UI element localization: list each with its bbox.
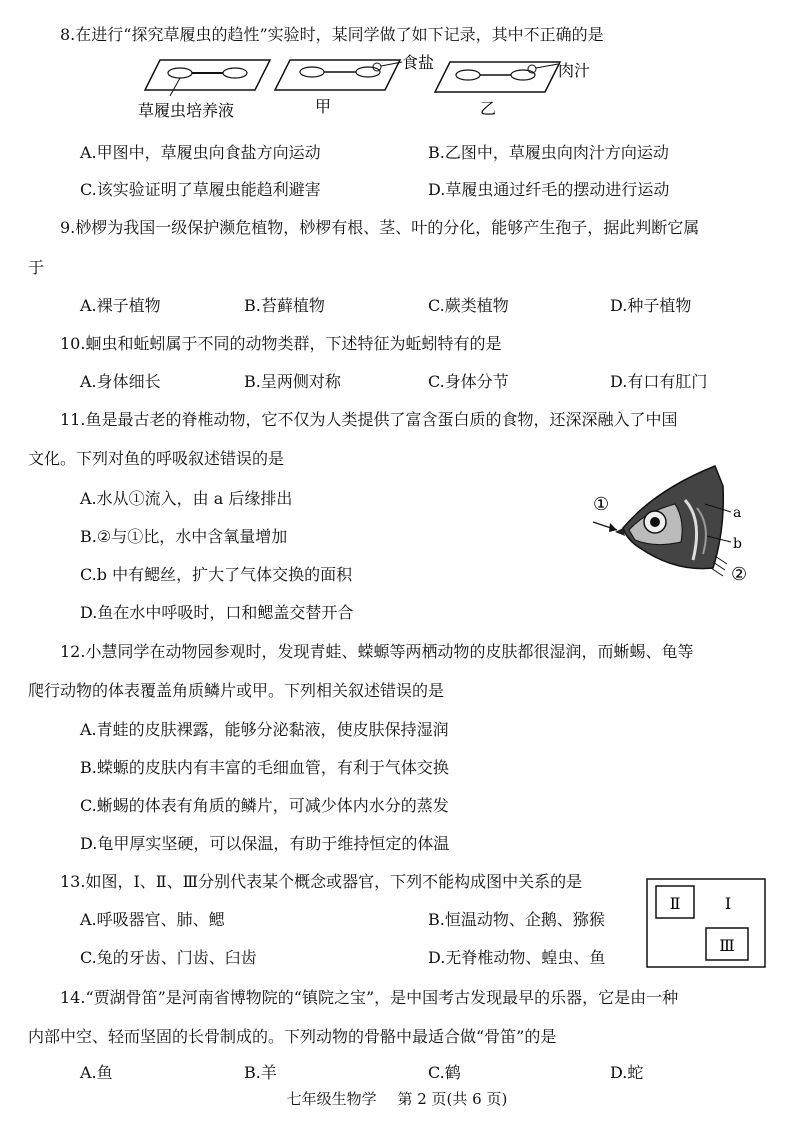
slide-control: [145, 60, 270, 96]
label-yi: 乙: [480, 99, 497, 118]
label-I: Ⅰ: [724, 894, 732, 913]
q10-option-c: C.身体分节: [428, 372, 509, 391]
label-juice: 肉汁: [558, 61, 590, 80]
q8-option-d: D.草履虫通过纤毛的摆动进行运动: [428, 180, 670, 199]
q9-stem-line2: 于: [28, 258, 45, 277]
q8-paramecium-figure: [130, 50, 590, 122]
q8-stem: 8.在进行“探究草履虫的趋性”实验时，某同学做了如下记录，其中不正确的是: [60, 25, 604, 44]
label-b: b: [733, 536, 742, 552]
slide-yi: [435, 62, 560, 92]
label-III: Ⅲ: [719, 936, 735, 955]
label-salt: 食盐: [402, 53, 435, 72]
q10-option-a: A.身体细长: [80, 372, 161, 391]
q13-option-a: A.呼吸器官、肺、鳃: [80, 910, 225, 929]
q11-stem-line1: 11.鱼是最古老的脊椎动物，它不仅为人类提供了富含蛋白质的食物，还深深融入了中国: [60, 410, 678, 429]
q12-option-a: A.青蛙的皮肤裸露，能够分泌黏液，使皮肤保持湿润: [80, 720, 449, 739]
label-a: a: [733, 505, 742, 521]
q9-stem-line1: 9.桫椤为我国一级保护濒危植物，桫椤有根、茎、叶的分化，能够产生孢子，据此判断它属: [60, 218, 700, 237]
label-jia: 甲: [315, 97, 332, 116]
footer-subject: 七年级生物学: [286, 1090, 377, 1108]
q12-option-d: D.龟甲厚实坚硬，可以保温，有助于维持恒定的体温: [80, 834, 450, 853]
q12-option-c: C.蜥蜴的体表有角质的鳞片，可减少体内水分的蒸发: [80, 796, 449, 815]
q9-option-d: D.种子植物: [610, 296, 692, 315]
q14-option-b: B.羊: [244, 1063, 277, 1082]
q14-option-c: C.鹤: [428, 1063, 461, 1082]
q10-stem: 10.蛔虫和蚯蚓属于不同的动物类群，下述特征为蚯蚓特有的是: [60, 334, 502, 353]
q8-option-c: C.该实验证明了草履虫能趋利避害: [80, 180, 321, 199]
q13-concept-diagram: [646, 878, 766, 968]
q11-option-a: A.水从①流入，由 a 后缘排出: [80, 489, 293, 508]
q13-option-d: D.无脊椎动物、蝗虫、鱼: [428, 948, 606, 967]
fish-head-figure: [585, 460, 775, 590]
q14-option-d: D.蛇: [610, 1063, 644, 1082]
label-culture: 草履虫培养液: [138, 101, 235, 120]
q13-stem: 13.如图，Ⅰ、Ⅱ、Ⅲ分别代表某个概念或器官，下列不能构成图中关系的是: [60, 872, 583, 891]
q12-option-b: B.蝾螈的皮肤内有丰富的毛细血管，有利于气体交换: [80, 758, 449, 777]
q9-option-c: C.蕨类植物: [428, 296, 509, 315]
q12-stem-line1: 12.小慧同学在动物园参观时，发现青蛙、蝾螈等两栖动物的皮肤都很湿润，而蜥蜴、龟等: [60, 642, 694, 661]
page-footer: [0, 1088, 794, 1109]
q11-option-b: B.②与①比，水中含氧量增加: [80, 527, 288, 546]
q8-option-b: B.乙图中，草履虫向肉汁方向运动: [428, 143, 669, 162]
footer-page-number: 第 2 页(共 6 页): [397, 1090, 508, 1108]
q13-option-c: C.兔的牙齿、门齿、臼齿: [80, 948, 257, 967]
q8-option-a: A.甲图中，草履虫向食盐方向运动: [80, 143, 321, 162]
q10-option-b: B.呈两侧对称: [244, 372, 341, 391]
label-2: ②: [731, 564, 748, 585]
slide-jia: [275, 60, 402, 90]
q14-option-a: A.鱼: [80, 1063, 113, 1082]
q12-stem-line2: 爬行动物的体表覆盖角质鳞片或甲。下列相关叙述错误的是: [28, 681, 445, 700]
q11-option-c: C.b 中有鳃丝，扩大了气体交换的面积: [80, 565, 353, 584]
label-II: Ⅱ: [669, 894, 681, 913]
label-1: ①: [593, 494, 610, 515]
q14-stem-line1: 14.“贾湖骨笛”是河南省博物院的“镇院之宝”，是中国考古发现最早的乐器，它是由一种: [60, 988, 679, 1007]
q14-stem-line2: 内部中空、轻而坚固的长骨制成的。下列动物的骨骼中最适合做“骨笛”的是: [28, 1027, 557, 1046]
q11-option-d: D.鱼在水中呼吸时，口和鳃盖交替开合: [80, 603, 354, 622]
q10-option-d: D.有口有肛门: [610, 372, 708, 391]
q11-stem-line2: 文化。下列对鱼的呼吸叙述错误的是: [28, 449, 285, 468]
q9-option-b: B.苔藓植物: [244, 296, 325, 315]
q9-option-a: A.裸子植物: [80, 296, 161, 315]
q13-option-b: B.恒温动物、企鹅、猕猴: [428, 910, 605, 929]
